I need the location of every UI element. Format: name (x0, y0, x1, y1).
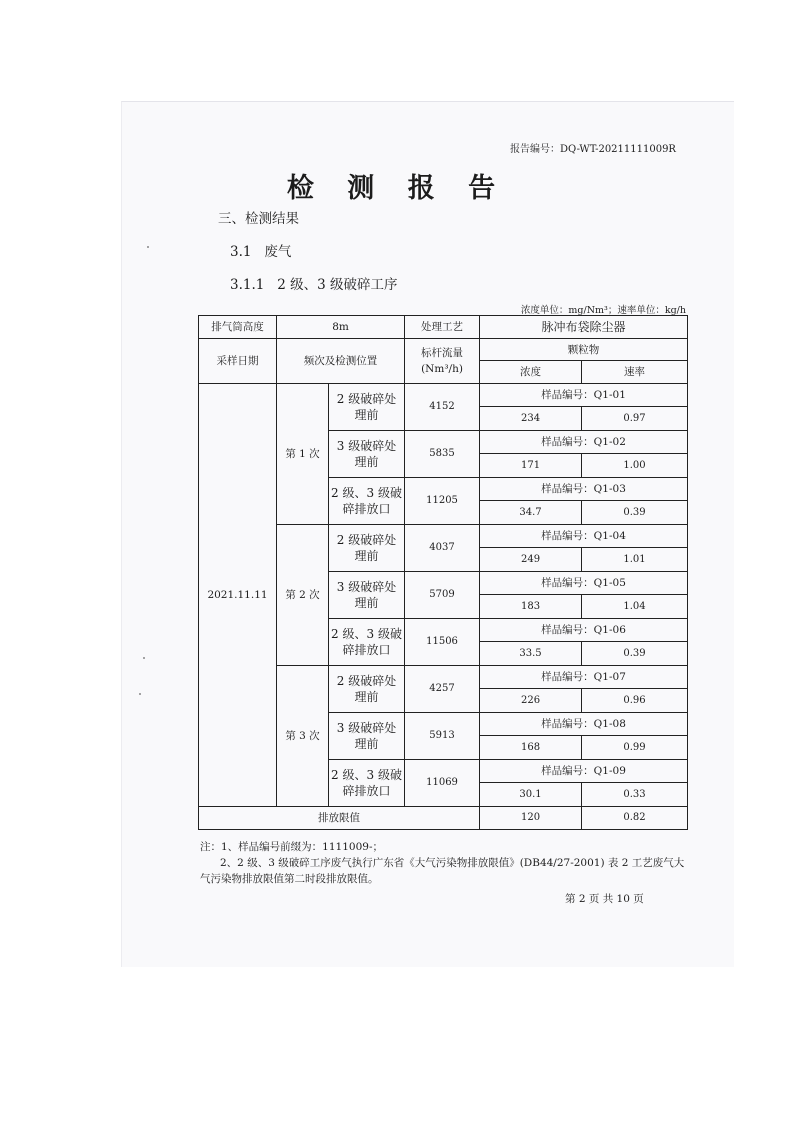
position-line-1: 3 级破碎处 (336, 580, 397, 594)
stack-height-value: 8m (277, 316, 405, 339)
concentration-value: 226 (480, 689, 582, 713)
header-frequency-position: 频次及检测位置 (277, 339, 405, 384)
scan-speck (147, 246, 149, 248)
flow-value: 4037 (405, 525, 480, 572)
header-flow (405, 339, 480, 384)
position-line-1: 2 级、3 级破 (331, 486, 402, 500)
sample-id: 样品编号：Q1-01 (480, 384, 688, 407)
rate-value: 0.39 (582, 501, 688, 525)
limit-rate: 0.82 (582, 807, 688, 830)
page-number: 第 2 页 共 10 页 (565, 893, 644, 905)
sampling-position (329, 760, 405, 807)
flow-value: 4257 (405, 666, 480, 713)
rate-value: 0.97 (582, 407, 688, 431)
header-process: 处理工艺 (405, 316, 480, 339)
round-label: 第 1 次 (277, 384, 329, 525)
header-rate: 速率 (582, 361, 688, 384)
position-line-2: 理前 (354, 455, 379, 469)
rate-value: 0.33 (582, 783, 688, 807)
position-line-1: 2 级破碎处 (336, 674, 397, 688)
report-number: 报告编号：DQ-WT-20211111009R (510, 144, 676, 155)
header-stack-height: 排气筒高度 (199, 316, 277, 339)
position-line-1: 2 级、3 级破 (331, 768, 402, 782)
flow-value: 5835 (405, 431, 480, 478)
concentration-value: 183 (480, 595, 582, 619)
sample-id: 样品编号：Q1-06 (480, 619, 688, 642)
sampling-position (329, 572, 405, 619)
position-line-1: 2 级破碎处 (336, 533, 397, 547)
sampling-position (329, 525, 405, 572)
sample-id: 样品编号：Q1-02 (480, 431, 688, 454)
flow-value: 5709 (405, 572, 480, 619)
position-line-1: 3 级破碎处 (336, 721, 397, 735)
concentration-value: 234 (480, 407, 582, 431)
position-line-2: 理前 (354, 408, 379, 422)
sampling-position (329, 619, 405, 666)
position-line-2: 碎排放口 (342, 502, 391, 516)
sample-id: 样品编号：Q1-05 (480, 572, 688, 595)
flow-value: 11205 (405, 478, 480, 525)
flow-value: 5913 (405, 713, 480, 760)
note-line-2: 2、2 级、3 级破碎工序废气执行广东省《大气污染物排放限值》(DB44/27-2001) 表 2 工艺废气大气污染物排放限值第二时段排放限值。 (200, 857, 685, 885)
sample-id: 样品编号：Q1-03 (480, 478, 688, 501)
scan-speck (139, 693, 141, 695)
flow-value: 11069 (405, 760, 480, 807)
subsection-heading: 3.1 废气 (230, 244, 292, 260)
position-line-2: 碎排放口 (342, 784, 391, 798)
sample-id: 样品编号：Q1-09 (480, 760, 688, 783)
position-line-2: 理前 (354, 549, 379, 563)
round-label: 第 3 次 (277, 666, 329, 807)
sample-id: 样品编号：Q1-07 (480, 666, 688, 689)
section-heading: 三、检测结果 (218, 211, 299, 227)
sampling-position (329, 384, 405, 431)
limit-concentration: 120 (480, 807, 582, 830)
position-line-2: 理前 (354, 690, 379, 704)
sampling-position (329, 478, 405, 525)
rate-value: 0.96 (582, 689, 688, 713)
table-row (199, 384, 688, 407)
flow-value: 11506 (405, 619, 480, 666)
position-line-2: 理前 (354, 596, 379, 610)
subsubsection-heading: 3.1.1 2 级、3 级破碎工序 (230, 277, 398, 293)
position-line-1: 2 级破碎处 (336, 392, 397, 406)
concentration-value: 249 (480, 548, 582, 572)
concentration-value: 171 (480, 454, 582, 478)
header-flow-unit: (Nm³/h) (421, 363, 463, 375)
position-line-2: 理前 (354, 737, 379, 751)
position-line-1: 2 级、3 级破 (331, 627, 402, 641)
concentration-value: 30.1 (480, 783, 582, 807)
position-line-2: 碎排放口 (342, 643, 391, 657)
header-sampling-date: 采样日期 (199, 339, 277, 384)
round-label: 第 2 次 (277, 525, 329, 666)
rate-value: 0.39 (582, 642, 688, 666)
limit-label: 排放限值 (199, 807, 480, 830)
rate-value: 1.00 (582, 454, 688, 478)
header-concentration: 浓度 (480, 361, 582, 384)
sampling-position (329, 713, 405, 760)
concentration-value: 33.5 (480, 642, 582, 666)
sample-id: 样品编号：Q1-08 (480, 713, 688, 736)
header-flow-label: 标杆流量 (421, 347, 464, 359)
report-title: 检 测 报 告 (286, 173, 508, 204)
concentration-value: 168 (480, 736, 582, 760)
rate-value: 1.04 (582, 595, 688, 619)
sample-id: 样品编号：Q1-04 (480, 525, 688, 548)
sampling-position (329, 431, 405, 478)
scan-speck (143, 657, 145, 659)
flow-value: 4152 (405, 384, 480, 431)
position-line-1: 3 级破碎处 (336, 439, 397, 453)
concentration-value: 34.7 (480, 501, 582, 525)
rate-value: 0.99 (582, 736, 688, 760)
sampling-position (329, 666, 405, 713)
units-note: 浓度单位：mg/Nm³；速率单位：kg/h (520, 305, 686, 316)
process-value: 脉冲布袋除尘器 (480, 316, 688, 339)
results-table (198, 315, 688, 830)
sampling-date: 2021.11.11 (199, 384, 277, 807)
note-line-1: 注：1、样品编号前缀为：1111009-； (200, 841, 383, 853)
notes (200, 839, 686, 887)
header-pollutant: 颗粒物 (480, 339, 688, 361)
rate-value: 1.01 (582, 548, 688, 572)
